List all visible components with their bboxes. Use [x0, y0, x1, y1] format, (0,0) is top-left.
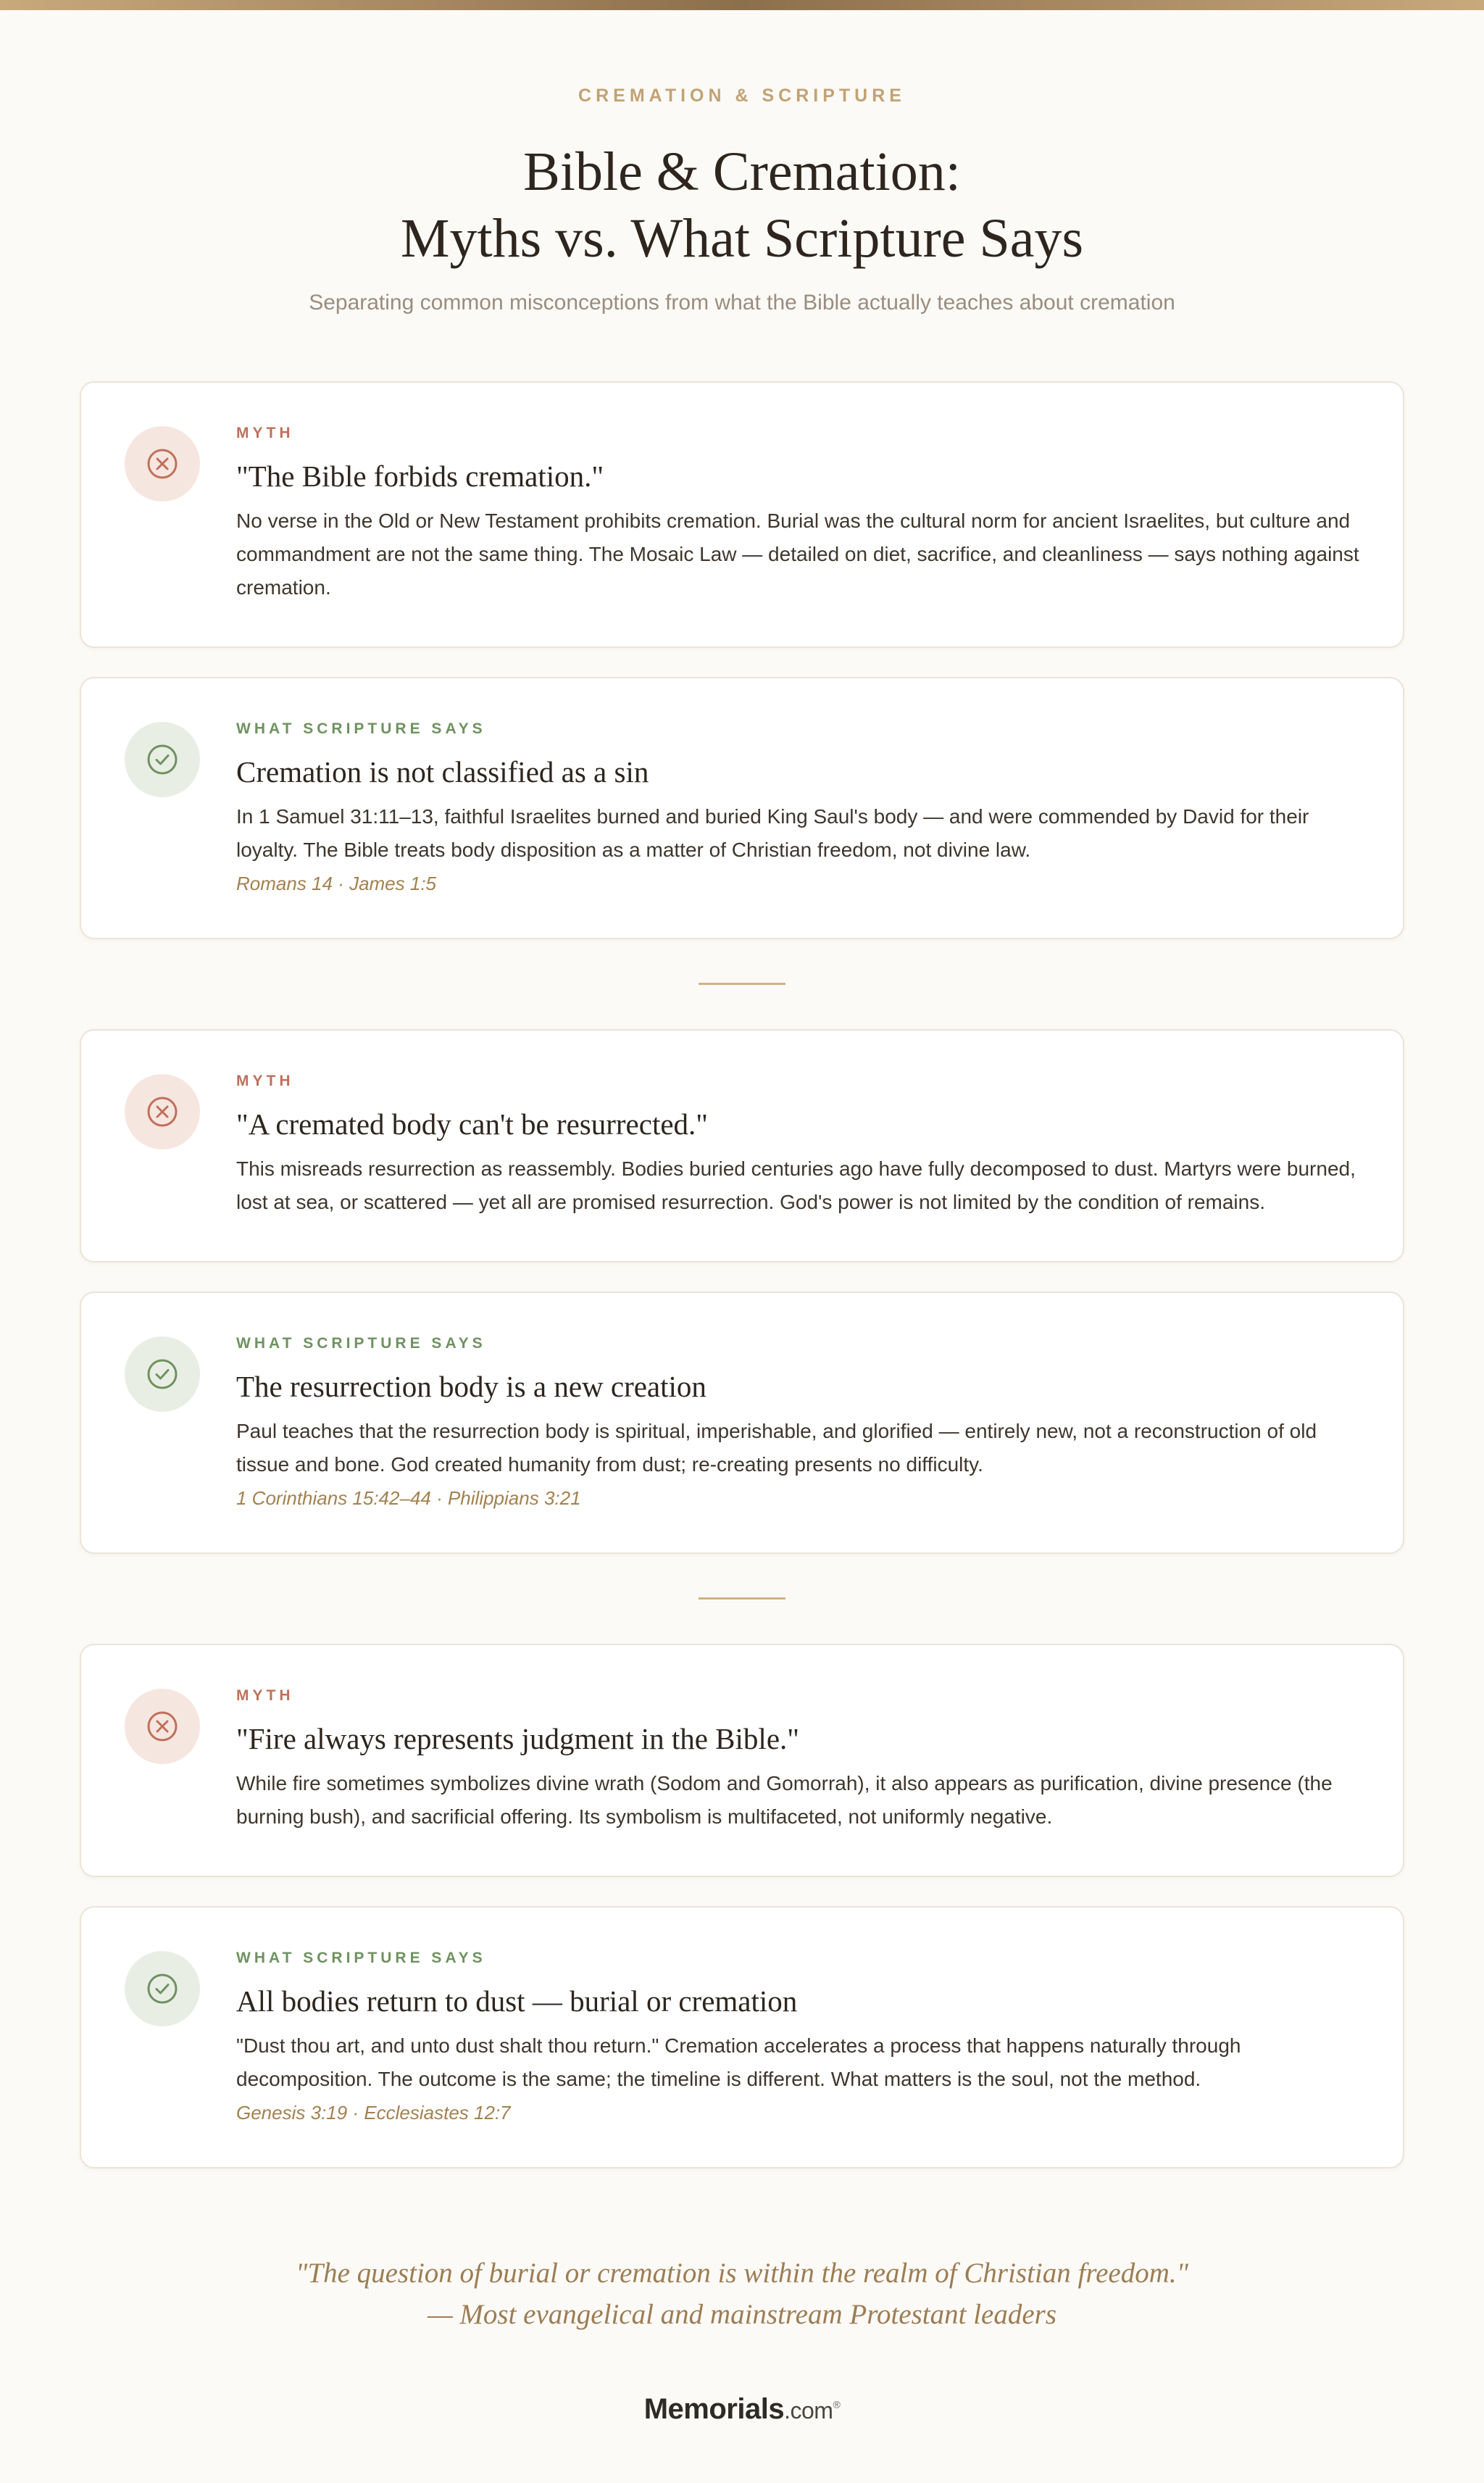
truth-card-body — [236, 1335, 1359, 1513]
top-accent-bar — [0, 0, 1484, 10]
check-circle-icon — [125, 1951, 200, 2026]
myth-card-body — [236, 425, 1359, 604]
myth-card-3 — [80, 1644, 1404, 1877]
truth-text: In 1 Samuel 31:11–13, faithful Israelites burned and buried King Saul's body — and were commended by David for their loyalty. The Bible treats body disposition as a matter of Christian freedom, not divine law. — [236, 805, 1309, 861]
check-circle-icon — [125, 722, 200, 797]
title-line-2: Myths vs. What Scripture Says — [400, 208, 1084, 269]
section-divider — [699, 1597, 785, 1600]
myth-label: MYTH — [236, 1687, 294, 1704]
myth-label: MYTH — [236, 1073, 294, 1089]
truth-title: The resurrection body is a new creation — [236, 1370, 706, 1403]
truth-card-1 — [80, 677, 1404, 939]
myth-text: While fire sometimes symbolizes divine wrath (Sodom and Gomorrah), it also appears as purification, divine presence (the burning bush), and sacrificial offering. Its symbolism is multifaceted, not uniformly negative. — [236, 1772, 1333, 1828]
scripture-reference: Romans 14 · James 1:5 — [236, 873, 437, 894]
truth-card-2 — [80, 1292, 1404, 1554]
x-circle-icon — [125, 426, 200, 502]
x-circle-icon — [125, 1074, 200, 1149]
myth-card-2 — [80, 1029, 1404, 1263]
myth-card-body — [236, 1073, 1359, 1219]
section-divider — [699, 983, 785, 985]
logo-tld: .com — [784, 2397, 833, 2424]
myth-label: MYTH — [236, 425, 294, 441]
myth-title: "The Bible forbids cremation." — [236, 459, 604, 493]
truth-card-body — [236, 1950, 1359, 2128]
quote-attribution: — Most evangelical and mainstream Protestant leaders — [428, 2299, 1056, 2330]
truth-title: Cremation is not classified as a sin — [236, 755, 649, 789]
truth-label: WHAT SCRIPTURE SAYS — [236, 1335, 486, 1352]
truth-label: WHAT SCRIPTURE SAYS — [236, 720, 486, 737]
truth-label: WHAT SCRIPTURE SAYS — [236, 1950, 486, 1966]
myth-title: "Fire always represents judgment in the Bible." — [236, 1722, 799, 1755]
logo-name: Memorials — [643, 2393, 785, 2425]
quote-text: "The question of burial or cremation is within the realm of Christian freedom." — [296, 2258, 1188, 2289]
myth-text: This misreads resurrection as reassembly. Bodies buried centuries ago have fully decomposed to dust. Martyrs were burned, lost at sea, or scattered — yet all are promised resurrection. God's power is not limited by the condition of remains. — [236, 1157, 1356, 1213]
closing-quote — [0, 2253, 1484, 2335]
eyebrow-label: CREMATION & SCRIPTURE — [578, 86, 906, 106]
memorials-logo[interactable] — [0, 2393, 1484, 2426]
myth-card-body — [236, 1687, 1359, 1834]
page-title — [0, 138, 1484, 272]
myth-text: No verse in the Old or New Testament prohibits cremation. Burial was the cultural norm for ancient Israelites, but culture and commandment are not the same thing. The Mosaic Law — detailed on diet, sacrifice, and cleanliness — says nothing against cremation. — [236, 510, 1359, 599]
scripture-reference: 1 Corinthians 15:42–44 · Philippians 3:21 — [236, 1487, 581, 1509]
myth-title: "A cremated body can't be resurrected." — [236, 1107, 709, 1141]
x-circle-icon — [125, 1689, 200, 1764]
scripture-reference: Genesis 3:19 · Ecclesiastes 12:7 — [236, 2102, 511, 2124]
myth-card-1 — [80, 381, 1404, 648]
title-line-1: Bible & Cremation: — [523, 141, 961, 202]
page-header — [0, 86, 1484, 315]
check-circle-icon — [125, 1336, 200, 1412]
truth-title: All bodies return to dust — burial or cremation — [236, 1984, 798, 2018]
page-subtitle: Separating common misconceptions from what the Bible actually teaches about cremation — [309, 291, 1175, 315]
truth-text: Paul teaches that the resurrection body is spiritual, imperishable, and glorified — entirely new, not a reconstruction of old tissue and bone. God created humanity from dust; re-creating presents no difficulty. — [236, 1420, 1317, 1476]
logo-registered-mark: ® — [833, 2398, 841, 2411]
truth-text: "Dust thou art, and unto dust shalt thou return." Cremation accelerates a process that happens naturally through decomposition. The outcome is the same; the timeline is different. What matters is the soul, not the method. — [236, 2034, 1241, 2090]
truth-card-3 — [80, 1906, 1404, 2168]
truth-card-body — [236, 720, 1359, 899]
